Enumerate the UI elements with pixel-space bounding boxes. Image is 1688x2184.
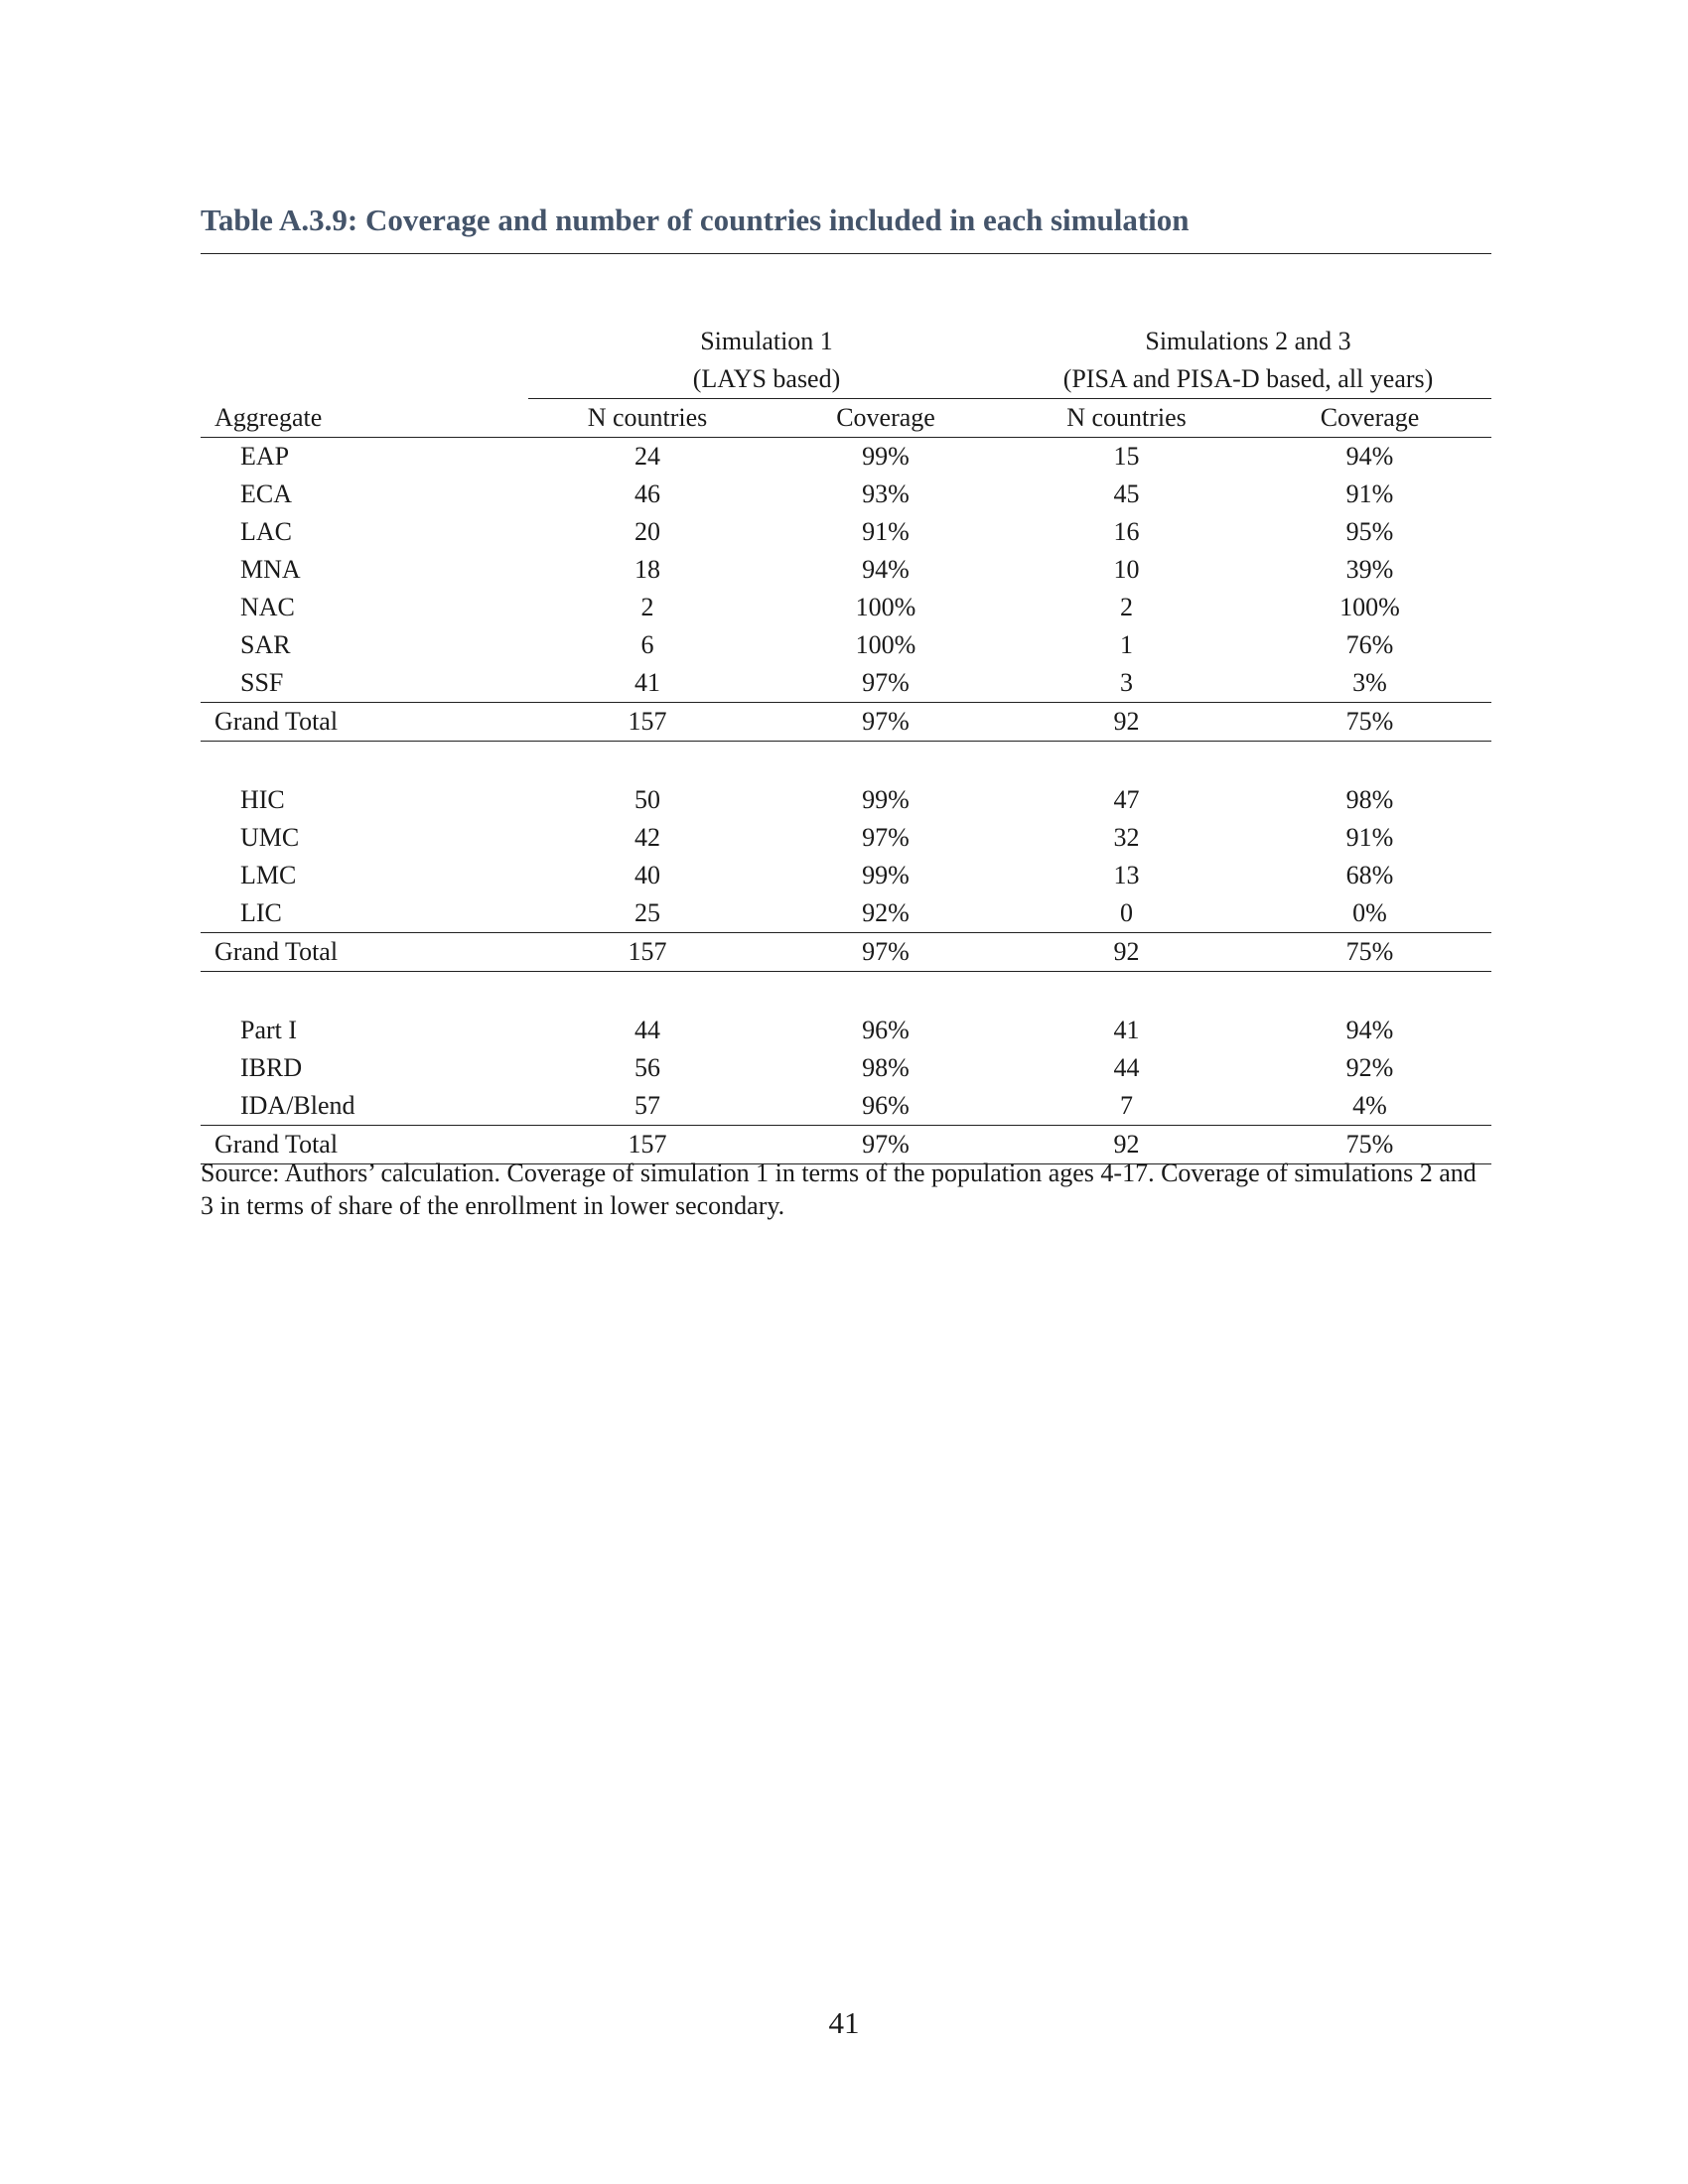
n-countries-sim23: 0 xyxy=(1120,898,1133,927)
coverage-sim23: 3% xyxy=(1352,668,1387,697)
coverage-sim1: 96% xyxy=(862,1091,910,1120)
n-countries-sim23: 3 xyxy=(1120,668,1133,697)
column-header-aggregate: Aggregate xyxy=(201,399,528,438)
coverage-sim1: 96% xyxy=(862,1016,910,1044)
coverage-sim1: 94% xyxy=(862,555,910,584)
column-header-coverage-sim1: Coverage xyxy=(767,399,1005,438)
n-countries-sim1: 46 xyxy=(634,479,660,508)
coverage-sim23: 91% xyxy=(1345,823,1394,852)
grand-total-coverage-sim1: 97% xyxy=(767,703,1005,742)
row-label: EAP xyxy=(240,442,290,471)
n-countries-sim23: 45 xyxy=(1113,479,1140,508)
n-countries-sim1: 57 xyxy=(634,1091,660,1120)
n-countries-sim1: 18 xyxy=(634,555,660,584)
section-spacer xyxy=(201,742,1491,782)
table-row xyxy=(201,781,1491,819)
n-countries-sim23: 47 xyxy=(1113,785,1140,814)
coverage-sim23: 0% xyxy=(1352,898,1387,927)
coverage-sim1: 99% xyxy=(862,785,910,814)
table-row xyxy=(201,551,1491,589)
table-row xyxy=(201,626,1491,664)
table-row xyxy=(201,819,1491,857)
n-countries-sim23: 41 xyxy=(1113,1016,1140,1044)
coverage-sim23: 91% xyxy=(1345,479,1394,508)
coverage-sim1: 98% xyxy=(862,1053,910,1082)
n-countries-sim1: 42 xyxy=(634,823,660,852)
n-countries-sim23: 15 xyxy=(1113,442,1140,471)
row-label: IBRD xyxy=(240,1053,303,1082)
n-countries-sim23: 13 xyxy=(1113,861,1140,889)
n-countries-sim1: 24 xyxy=(634,442,660,471)
grand-total-row xyxy=(201,703,1491,742)
n-countries-sim1: 2 xyxy=(640,593,654,621)
row-label: MNA xyxy=(240,555,301,584)
n-countries-sim1: 25 xyxy=(634,898,660,927)
sim1-header-line1: Simulation 1 xyxy=(700,327,833,355)
sim1-header-line2: (LAYS based) xyxy=(528,360,1005,399)
table-row xyxy=(201,857,1491,894)
coverage-table-container xyxy=(201,323,1491,1164)
n-countries-sim23: 1 xyxy=(1120,630,1133,659)
group-header-row-2 xyxy=(201,360,1491,399)
table-row xyxy=(201,894,1491,933)
row-label: SAR xyxy=(240,630,291,659)
coverage-sim23: 94% xyxy=(1345,1016,1394,1044)
grand-total-coverage-sim1: 97% xyxy=(767,1126,1005,1164)
n-countries-sim1: 56 xyxy=(634,1053,660,1082)
column-header-n-countries-sim1: N countries xyxy=(528,399,767,438)
coverage-sim23: 100% xyxy=(1339,593,1400,621)
grand-total-n-countries-sim23: 92 xyxy=(1005,933,1248,972)
coverage-sim1: 99% xyxy=(862,861,910,889)
title-rule xyxy=(201,253,1491,254)
grand-total-label: Grand Total xyxy=(201,933,528,972)
row-label: ECA xyxy=(240,479,292,508)
sim23-header-line1: Simulations 2 and 3 xyxy=(1145,327,1351,355)
coverage-sim23: 68% xyxy=(1345,861,1394,889)
grand-total-n-countries-sim23: 92 xyxy=(1005,1126,1248,1164)
grand-total-coverage-sim1: 97% xyxy=(767,933,1005,972)
column-header-coverage-sim23: Coverage xyxy=(1248,399,1491,438)
n-countries-sim23: 10 xyxy=(1113,555,1140,584)
row-label: LAC xyxy=(240,517,292,546)
row-label: IDA/Blend xyxy=(240,1091,355,1120)
row-label: SSF xyxy=(240,668,284,697)
table-row xyxy=(201,589,1491,626)
coverage-sim23: 95% xyxy=(1345,517,1394,546)
coverage-sim1: 100% xyxy=(855,630,916,659)
grand-total-label: Grand Total xyxy=(201,1126,528,1164)
table-row xyxy=(201,476,1491,513)
section-spacer xyxy=(201,972,1491,1013)
n-countries-sim23: 44 xyxy=(1113,1053,1140,1082)
n-countries-sim23: 16 xyxy=(1113,517,1140,546)
coverage-sim1: 92% xyxy=(862,898,910,927)
row-label: LIC xyxy=(240,898,282,927)
coverage-sim1: 93% xyxy=(862,479,910,508)
coverage-sim1: 97% xyxy=(862,668,910,697)
group-header-row-1 xyxy=(201,323,1491,360)
table-row xyxy=(201,438,1491,477)
page-number: 41 xyxy=(828,2005,860,2040)
column-header-row xyxy=(201,399,1491,438)
n-countries-sim23: 7 xyxy=(1120,1091,1133,1120)
coverage-sim1: 91% xyxy=(862,517,910,546)
table-row xyxy=(201,1049,1491,1087)
grand-total-coverage-sim23: 75% xyxy=(1248,933,1491,972)
grand-total-n-countries-sim1: 157 xyxy=(528,703,767,742)
n-countries-sim1: 40 xyxy=(634,861,660,889)
row-label: HIC xyxy=(240,785,285,814)
grand-total-n-countries-sim1: 157 xyxy=(528,933,767,972)
table-row xyxy=(201,1012,1491,1049)
n-countries-sim23: 32 xyxy=(1113,823,1140,852)
row-label: NAC xyxy=(240,593,295,621)
grand-total-coverage-sim23: 75% xyxy=(1248,703,1491,742)
table-head xyxy=(201,323,1491,438)
coverage-sim23: 94% xyxy=(1345,442,1394,471)
coverage-sim23: 39% xyxy=(1345,555,1394,584)
n-countries-sim1: 20 xyxy=(634,517,660,546)
row-label: Part I xyxy=(240,1016,298,1044)
grand-total-label: Grand Total xyxy=(201,703,528,742)
table-row xyxy=(201,664,1491,703)
row-label: UMC xyxy=(240,823,300,852)
table-body xyxy=(201,438,1491,1164)
grand-total-row xyxy=(201,933,1491,972)
grand-total-n-countries-sim23: 92 xyxy=(1005,703,1248,742)
coverage-sim1: 99% xyxy=(862,442,910,471)
table-row xyxy=(201,1087,1491,1126)
sim23-header-line2: (PISA and PISA-D based, all years) xyxy=(1005,360,1491,399)
n-countries-sim1: 41 xyxy=(634,668,660,697)
n-countries-sim1: 6 xyxy=(640,630,654,659)
coverage-sim23: 98% xyxy=(1345,785,1394,814)
n-countries-sim23: 2 xyxy=(1120,593,1133,621)
grand-total-n-countries-sim1: 157 xyxy=(528,1126,767,1164)
source-note: Source: Authors’ calculation. Coverage of simulation 1 in terms of the population ages 4-17. Coverage of simulations 2 and 3 in terms of share of the enrollment in lower secondary. xyxy=(201,1159,1477,1220)
coverage-table xyxy=(201,323,1491,1164)
n-countries-sim1: 50 xyxy=(634,785,660,814)
n-countries-sim1: 44 xyxy=(634,1016,660,1044)
coverage-sim1: 100% xyxy=(855,593,916,621)
coverage-sim23: 4% xyxy=(1352,1091,1387,1120)
grand-total-coverage-sim23: 75% xyxy=(1248,1126,1491,1164)
column-header-n-countries-sim23: N countries xyxy=(1005,399,1248,438)
table-row xyxy=(201,513,1491,551)
coverage-sim23: 76% xyxy=(1345,630,1394,659)
coverage-sim1: 97% xyxy=(862,823,910,852)
table-title: Table A.3.9: Coverage and number of countries included in each simulation xyxy=(201,203,1190,237)
row-label: LMC xyxy=(240,861,297,889)
coverage-sim23: 92% xyxy=(1345,1053,1394,1082)
